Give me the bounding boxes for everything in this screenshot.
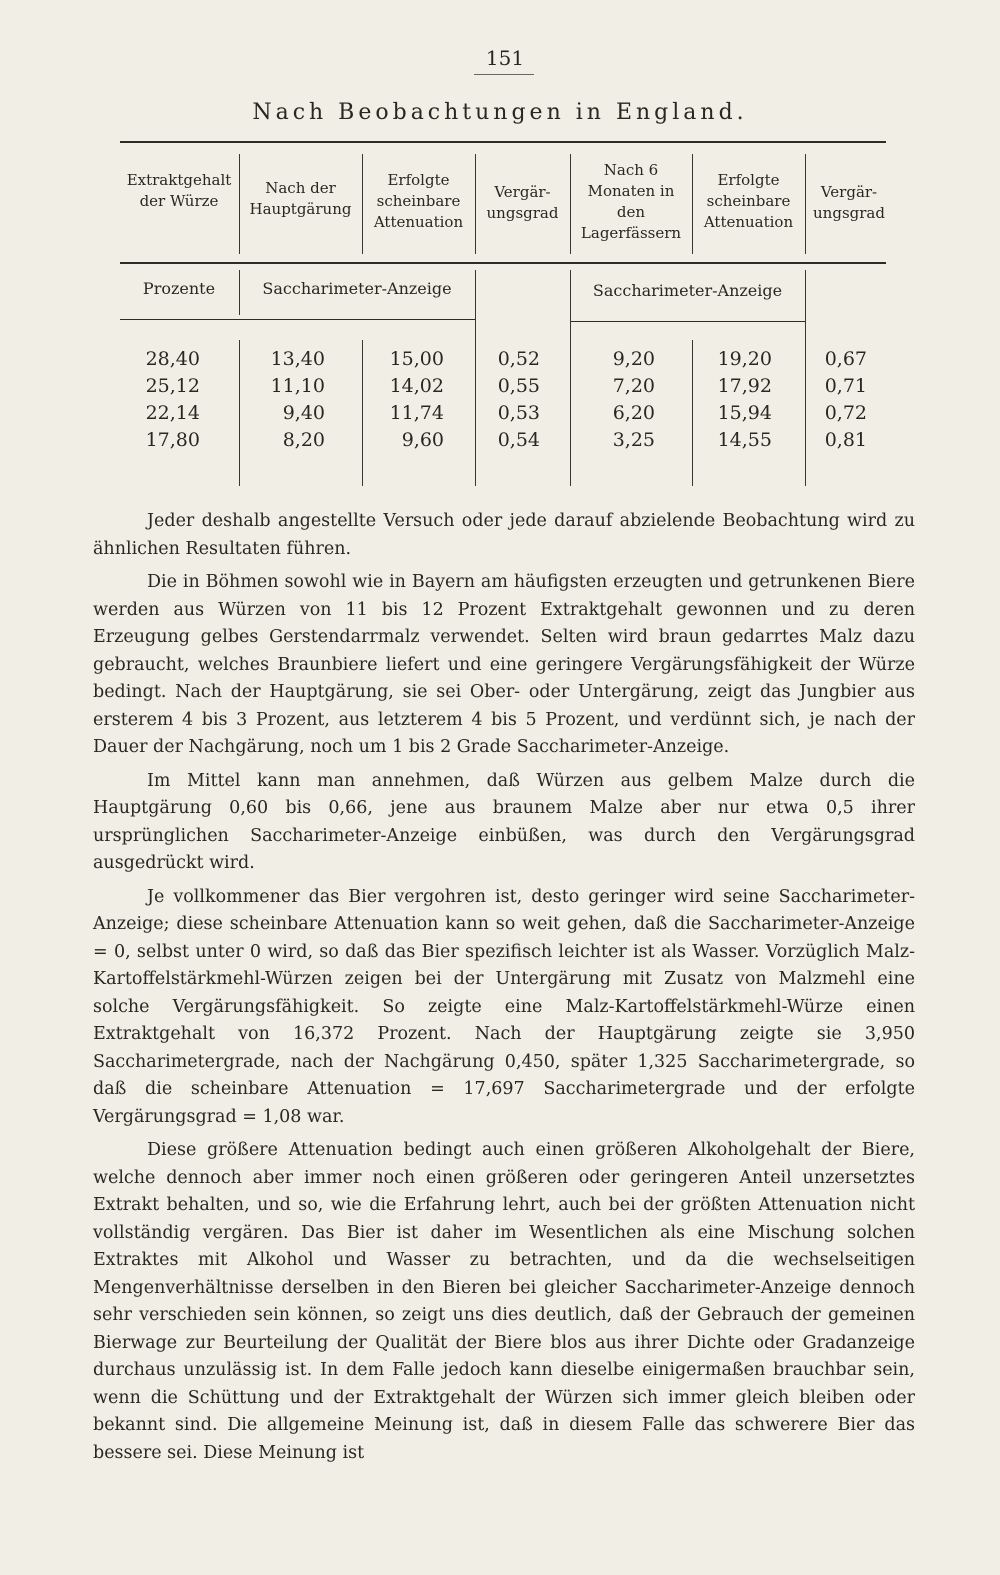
unit-label-saccharimeter: Saccharimeter-Anzeige bbox=[262, 279, 452, 298]
table-divider bbox=[239, 154, 240, 254]
table-cell: 13,40 bbox=[270, 348, 325, 370]
table-cell: 3,25 bbox=[612, 429, 655, 451]
table-divider bbox=[805, 154, 806, 254]
table-cell: 0,72 bbox=[824, 402, 867, 424]
table-cell: 0,71 bbox=[824, 375, 867, 397]
table-cell: 7,20 bbox=[612, 375, 655, 397]
table-cell: 25,12 bbox=[145, 375, 200, 397]
unit-label-saccharimeter: Saccharimeter-Anzeige bbox=[592, 281, 783, 300]
table-cell: 0,81 bbox=[824, 429, 867, 451]
table-divider bbox=[239, 340, 240, 486]
column-header: Nach 6 Monaten in den Lagerfässern bbox=[580, 161, 682, 242]
table-cell: 0,53 bbox=[497, 402, 540, 424]
paragraph: Diese größere Attenuation bedingt auch einen größeren Alkoholgehalt der Biere, welche dennoch aber immer noch einen größeren oder geringeren Anteil unzersetztes Extrakt behalten, und so, wie die Erfahrung lehrt, auch bei der größten Attenuation nicht vollständig vergären. Das Bier ist daher im Wesentlichen als eine Mischung solchen Extraktes mit Alkohol und Wasser zu betrachten, und da die wechselseitigen Mengenverhältnisse derselben in den Bieren bei gleicher Saccharimeter-Anzeige dennoch sehr verschieden sein können, so zeigt uns dies deutlich, daß der Gebrauch der gemeinen Bierwage zur Beurteilung der Qualität der Biere blos aus ihrer Dichte oder Gradanzeige durchaus unzulässig ist. In dem Falle jedoch kann dieselbe einigermaßen brauchbar sein, wenn die Schüttung und der Extraktgehalt der Würzen sich immer gleich bleiben oder bekannt sind. Die allgemeine Meinung ist, daß in diesem Falle das schwerere Bier das bessere sei. Diese Meinung ist bbox=[93, 1140, 915, 1463]
table-cell: 19,20 bbox=[717, 348, 772, 370]
unit-rule-left bbox=[120, 319, 475, 320]
column-header: Vergär-ungsgrad bbox=[813, 183, 885, 222]
page-number: 151 bbox=[485, 46, 525, 70]
table-cell: 0,55 bbox=[497, 375, 540, 397]
table-cell: 14,55 bbox=[717, 429, 772, 451]
column-header: Erfolgte scheinbare Attenuation bbox=[703, 171, 794, 231]
column-header: Nach der Hauptgärung bbox=[249, 179, 352, 218]
table-header-rule bbox=[120, 262, 886, 264]
paragraph: Je vollkommener das Bier vergohren ist, desto geringer wird seine Saccharimeter-Anzeige; diese scheinbare Attenuation kann so weit gehen, daß die Saccharimeter-Anzeige = 0, selbst unter 0 wird, so daß das Bier spezifisch leichter ist als Wasser. Vorzüglich Malz-Kartoffelstärkmehl-Würzen zeigen bei der Untergärung mit Zusatz von Malzmehl eine solche Vergärungsfähigkeit. So zeigte eine Malz-Kartoffelstärkmehl-Würze einen Extraktgehalt von 16,372 Prozent. Nach der Hauptgärung zeigte sie 3,950 Saccharimetergrade, nach der Nachgärung 0,450, später 1,325 Saccharimetergrade, so daß die scheinbare Attenuation = 17,697 Saccharimetergrade und der erfolgte Vergärungsgrad = 1,08 war. bbox=[93, 886, 915, 1127]
table-cell: 8,20 bbox=[282, 429, 325, 451]
table-divider bbox=[692, 154, 693, 254]
column-header: Extraktgehalt der Würze bbox=[126, 171, 232, 210]
table-divider bbox=[475, 154, 476, 254]
table-cell: 6,20 bbox=[612, 402, 655, 424]
unit-rule-right bbox=[570, 321, 806, 322]
table-cell: 17,80 bbox=[145, 429, 200, 451]
table-cell: 15,00 bbox=[389, 348, 444, 370]
table-divider bbox=[362, 154, 363, 254]
paragraph: Die in Böhmen sowohl wie in Bayern am häufigsten erzeugten und getrunkenen Biere werden aus Würzen von 11 bis 12 Prozent Extraktgehalt gewonnen und zu deren Erzeugung gelbes Gerstendarrmalz verwendet. Selten wird braun gedarrtes Malz dazu gebraucht, welches Braunbiere liefert und eine geringere Vergärungsfähigkeit der Würze bedingt. Nach der Hauptgärung, sie sei Ober- oder Untergärung, zeigt das Jungbier aus ersterem 4 bis 3 Prozent, aus letzterem 4 bis 5 Prozent, und verdünnt sich, je nach der Dauer der Nachgärung, noch um 1 bis 2 Grade Saccharimeter-Anzeige. bbox=[93, 572, 915, 757]
paragraph: Jeder deshalb angestellte Versuch oder jede darauf abzielende Beobachtung wird zu ähnlichen Resultaten führen. bbox=[93, 511, 915, 559]
table-cell: 9,20 bbox=[612, 348, 655, 370]
table-cell: 0,52 bbox=[497, 348, 540, 370]
section-heading: Nach Beobachtungen in England. bbox=[252, 100, 748, 125]
table-cell: 15,94 bbox=[717, 402, 772, 424]
table-cell: 14,02 bbox=[389, 375, 444, 397]
paragraph: Im Mittel kann man annehmen, daß Würzen aus gelbem Malze durch die Hauptgärung 0,60 bis 0,66, jene aus braunem Malze aber nur etwa 0,5 ihrer ursprünglichen Saccharimeter-Anzeige einbüßen, was durch den Vergärungsgrad ausgedrückt wird. bbox=[93, 770, 915, 873]
page-number-rule bbox=[474, 74, 534, 75]
table-cell: 0,67 bbox=[824, 348, 867, 370]
column-header: Erfolgte scheinbare Attenuation bbox=[373, 171, 464, 231]
unit-label-percent: Prozente bbox=[142, 279, 216, 298]
table-divider bbox=[239, 270, 240, 315]
table-cell: 11,74 bbox=[389, 402, 444, 424]
table-cell: 28,40 bbox=[145, 348, 200, 370]
column-header: Vergär-ungsgrad bbox=[486, 183, 559, 222]
table-cell: 11,10 bbox=[270, 375, 325, 397]
table-cell: 17,92 bbox=[717, 375, 772, 397]
table-cell: 9,60 bbox=[401, 429, 444, 451]
body-text bbox=[93, 508, 915, 1473]
table-cell: 0,54 bbox=[497, 429, 540, 451]
table-cell: 22,14 bbox=[145, 402, 200, 424]
table-cell: 9,40 bbox=[282, 402, 325, 424]
table-top-rule bbox=[120, 141, 886, 143]
table-divider bbox=[570, 154, 571, 254]
